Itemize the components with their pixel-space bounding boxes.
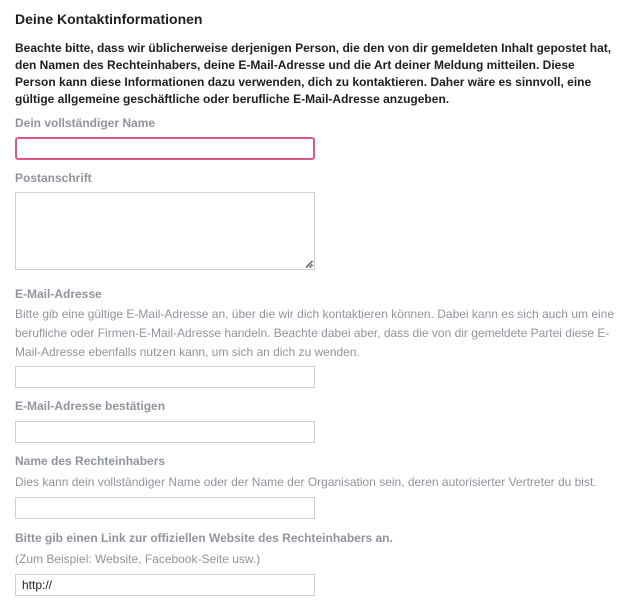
rights-owner-label: Name des Rechteinhabers	[15, 454, 166, 468]
postal-address-label: Postanschrift	[15, 171, 92, 185]
email-confirm-label: E-Mail-Adresse bestätigen	[15, 399, 166, 413]
postal-address-textarea[interactable]	[15, 192, 315, 270]
full-name-label: Dein vollständiger Name	[15, 116, 156, 130]
email-help-text: Bitte gib eine gültige E-Mail-Adresse an, über die wir dich kontaktieren können. Dabei kann es sich auch um eine berufliche oder Firmen-E-Mail-Adresse handeln. Beachte dabei aber, dass die von dir gemeldete Partei diese E-Mail-Adresse ebenfalls nutzen kann, um sich an dich zu wenden.	[15, 307, 615, 359]
rights-owner-help-text: Dies kann dein vollständiger Name oder der Name der Organisation sein, deren autorisierter Vertreter du bist.	[15, 475, 597, 489]
email-label: E-Mail-Adresse	[15, 287, 102, 301]
website-input[interactable]	[15, 574, 315, 596]
section-intro: Beachte bitte, dass wir üblicherweise derjenigen Person, die den von dir gemeldeten Inhalt gepostet hat, den Namen des Rechteinhabers, deine E-Mail-Adresse und die Art deiner Meldung mitteilen. Diese Person kann diese Informationen dazu verwenden, dich zu kontaktieren. Daher wäre es sinnvoll, eine gültige allgemeine geschäftliche oder berufliche E-Mail-Adresse anzugeben.	[15, 41, 612, 106]
email-input[interactable]	[15, 366, 315, 388]
website-help-text: (Zum Beispiel: Website, Facebook-Seite usw.)	[15, 552, 261, 566]
full-name-input[interactable]	[15, 137, 315, 160]
email-confirm-input[interactable]	[15, 421, 315, 443]
rights-owner-input[interactable]	[15, 497, 315, 519]
section-title: Deine Kontaktinformationen	[15, 11, 203, 27]
website-label: Bitte gib einen Link zur offiziellen Website des Rechteinhabers an.	[15, 531, 393, 545]
